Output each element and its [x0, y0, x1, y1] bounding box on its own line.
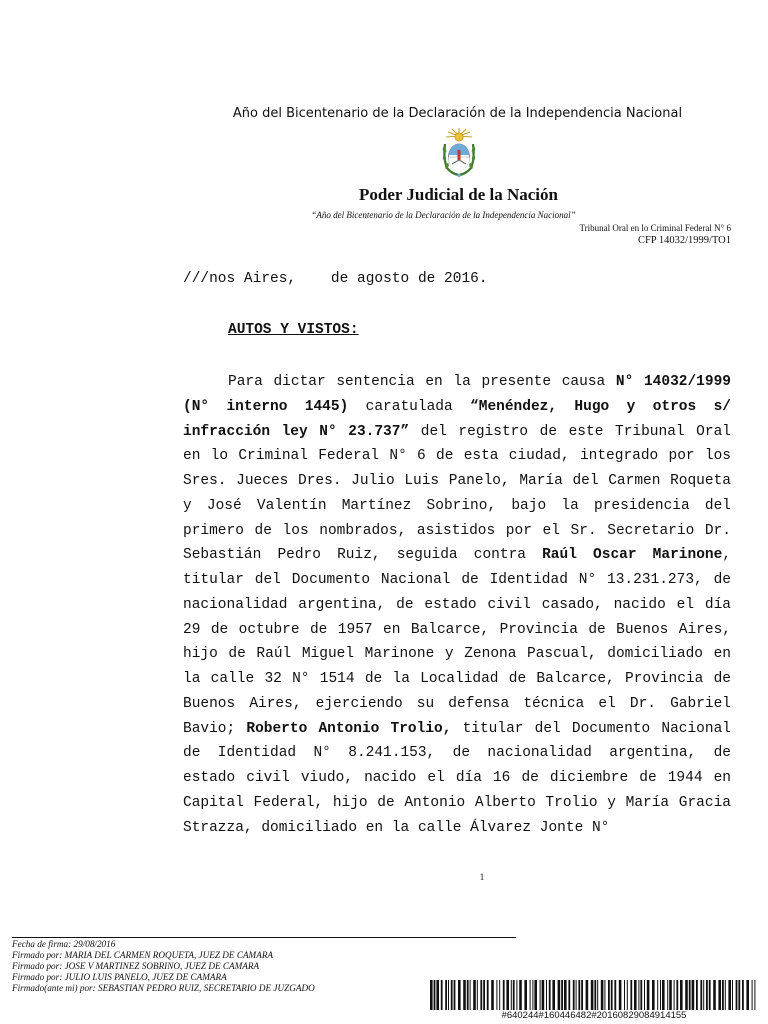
barcode-number: #640244#160446482#20160829084914155 — [501, 1010, 687, 1021]
signature-line: Firmado por: MARIA DEL CARMEN ROQUETA, JUEZ DE CAMARA — [12, 950, 274, 960]
case-caption: “Menéndez, Hugo y otros s/ infracción ley N° 23.737” — [183, 398, 731, 440]
signature-date: Fecha de firma: 29/08/2016 — [12, 939, 116, 949]
paragraph-segment: titular del Documento Nacional de Identidad N° 8.241.153, de nacionalidad argentina, de estado civil viudo, nacido el día 16 de diciembre de 1944 en Capital Federal, hijo de Antonio Alberto Trolio y María Gracia Strazza, domiciliado en la calle Álvarez Jonte N° — [183, 720, 731, 836]
main-paragraph — [183, 370, 731, 840]
paragraph-segment: Para dictar sentencia en la presente causa — [228, 374, 616, 390]
institution-motto: “Año del Bicentenario de la Declaración de la Independencia Nacional” — [311, 210, 576, 220]
court-name: Tribunal Oral en lo Criminal Federal N° 6 — [579, 223, 731, 233]
defendant-name: Raúl Oscar Marinone — [542, 547, 723, 564]
paragraph-segment: caratulada — [348, 398, 471, 415]
signature-divider — [12, 937, 516, 938]
signature-line: Firmado(ante mi) por: SEBASTIAN PEDRO RUIZ, SECRETARIO DE JUZGADO — [12, 983, 315, 993]
paragraph-segment: del registro de este Tribunal Oral en lo Criminal Federal N° 6 de esta ciudad, integrado por los Sres. Jueces Dres. Julio Luis Panelo, María del Carmen Roqueta y José Valentín Martínez Sobrino, bajo la presidencia del primero de los nombrados, asistidos por el Sr. Secretario Dr. Sebastián Pedro Ruiz, seguida contra — [183, 423, 731, 564]
section-title: AUTOS Y VISTOS: — [228, 322, 359, 338]
case-number: N° 14032/1999 (N° interno 1445) — [183, 374, 731, 415]
barcode — [430, 980, 758, 1010]
date-line: ///nos Aires, de agosto de 2016. — [183, 271, 488, 287]
institution-title: Poder Judicial de la Nación — [359, 185, 558, 204]
paragraph-segment: , titular del Documento Nacional de Identidad N° 13.231.273, de nacionalidad argentina, de estado civil casado, nacido el día 29 de octubre de 1957 en Balcarce, Provincia de Buenos Aires, hijo de Raúl Miguel Marinone y Zenona Pascual, domiciliado en la calle 32 N° 1514 de la Localidad de Balcarce, Provincia de Buenos Aires, ejerciendo su defensa técnica el Dr. Gabriel Bavio; — [183, 547, 732, 737]
year-motto: Año del Bicentenario de la Declaración de la Independencia Nacional — [232, 106, 683, 121]
argentine-coat-of-arms-icon — [437, 128, 481, 178]
signature-line: Firmado por: JOSE V MARTINEZ SOBRINO, JUEZ DE CAMARA — [12, 961, 260, 971]
defendant-name: Roberto Antonio Trolio, — [246, 720, 452, 737]
signature-line: Firmado por: JULIO LUIS PANELO, JUEZ DE CAMARA — [12, 972, 227, 982]
case-reference: CFP 14032/1999/TO1 — [637, 235, 731, 246]
page-number: 1 — [479, 872, 485, 882]
